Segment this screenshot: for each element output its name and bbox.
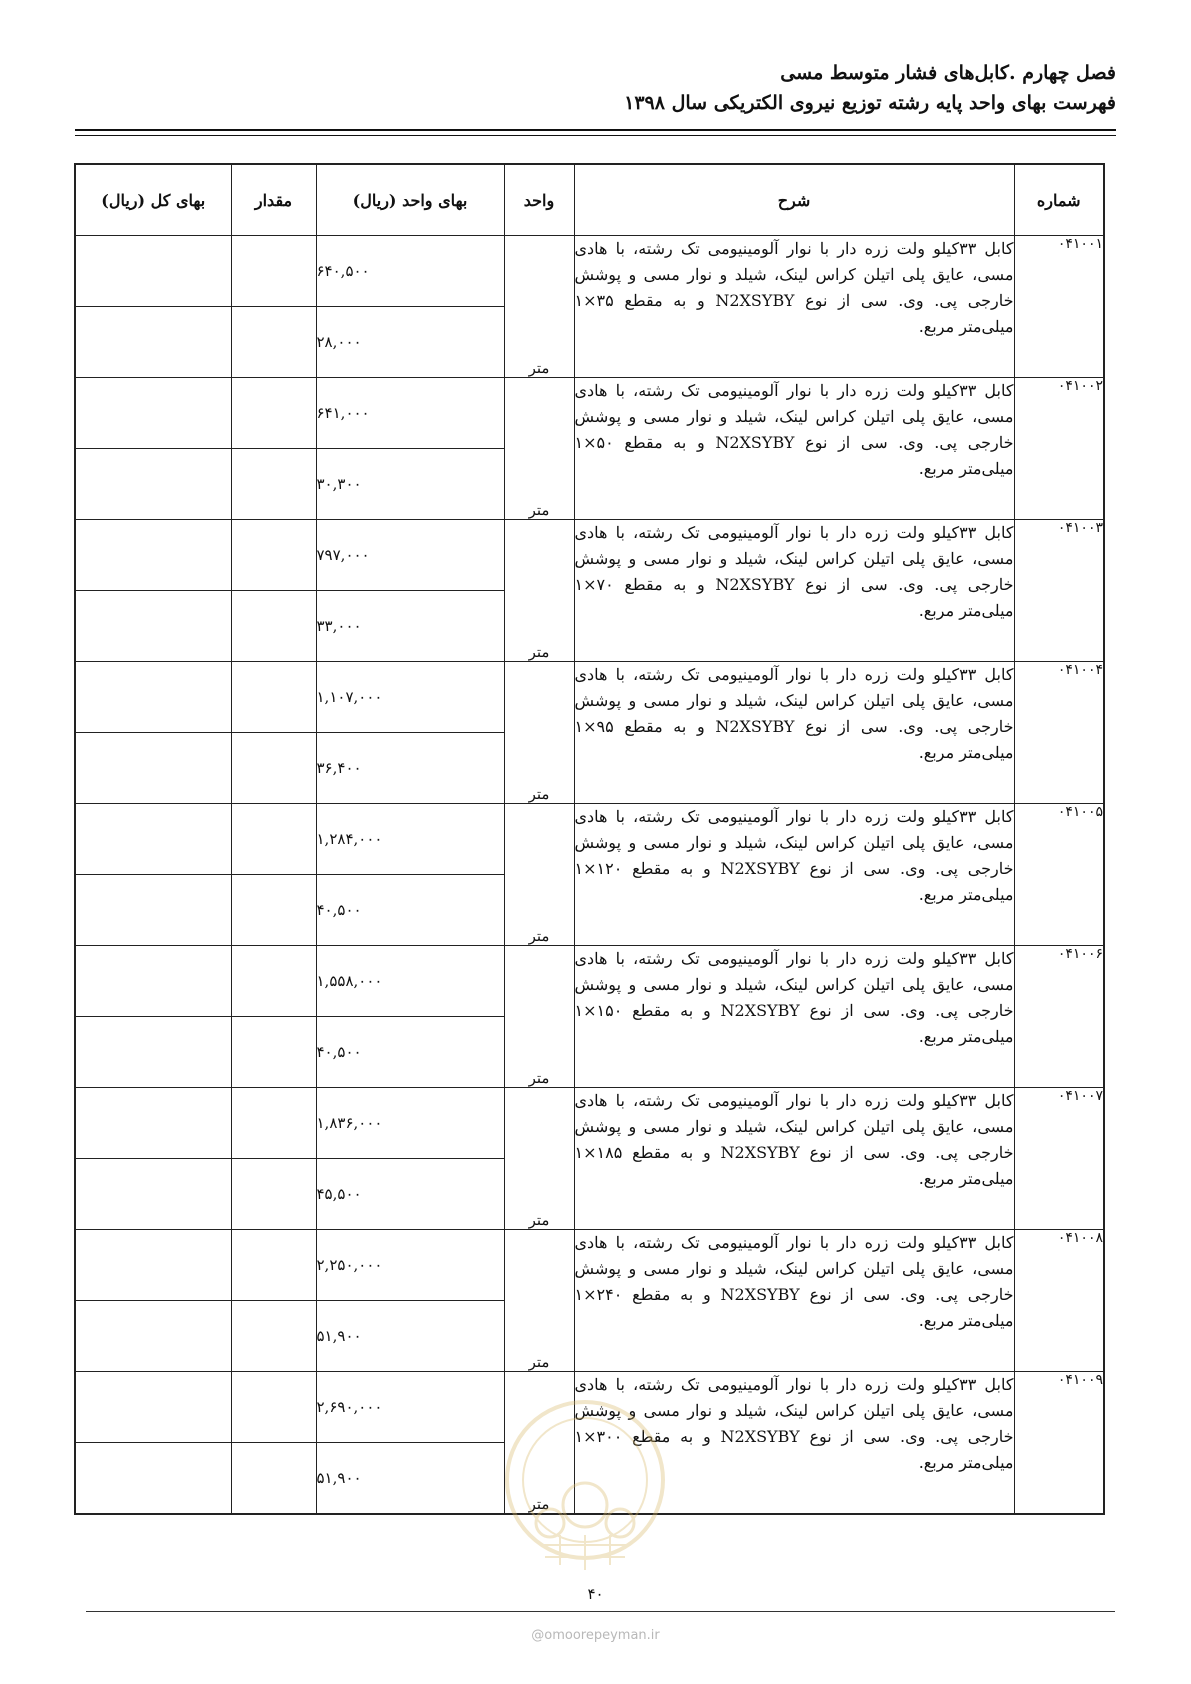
item-description: کابل ۳۳کیلو ولت زره دار با نوار آلومینیومی تک رشته، با هادی مسی، عایق پلی اتیلن کراس لینک، شیلد و نوار مسی و پوشش خارجی پی. وی. سی از نوع N2XSYBY و به مقطع ۷۰×۱ میلی‌متر مربع.	[574, 520, 1014, 662]
item-description: کابل ۳۳کیلو ولت زره دار با نوار آلومینیومی تک رشته، با هادی مسی، عایق پلی اتیلن کراس لینک، شیلد و نوار مسی و پوشش خارجی پی. وی. سی از نوع N2XSYBY و به مقطع ۲۴۰×۱ میلی‌متر مربع.	[574, 1230, 1014, 1372]
table-row	[75, 1230, 1104, 1301]
column-header-number: شماره	[1014, 164, 1104, 236]
quantity-cell	[231, 1088, 316, 1159]
quantity-cell	[231, 378, 316, 449]
page-number: ۴۰	[587, 1585, 604, 1603]
total-price-cell	[75, 733, 231, 804]
column-header-total-price: بهای کل (ریال)	[75, 164, 231, 236]
website-watermark: @omoorepeyman.ir	[531, 1628, 660, 1643]
total-price-cell	[75, 1230, 231, 1301]
unit-price: ۵۱,۹۰۰	[316, 1301, 504, 1372]
quantity-cell	[231, 875, 316, 946]
quantity-cell	[231, 520, 316, 591]
unit-price: ۷۹۷,۰۰۰	[316, 520, 504, 591]
item-unit: متر	[504, 804, 574, 946]
item-number: ۰۴۱۰۰۲	[1014, 378, 1104, 520]
unit-price: ۴۵,۵۰۰	[316, 1159, 504, 1230]
table-row	[75, 946, 1104, 1017]
total-price-cell	[75, 1443, 231, 1515]
item-description: کابل ۳۳کیلو ولت زره دار با نوار آلومینیومی تک رشته، با هادی مسی، عایق پلی اتیلن کراس لینک، شیلد و نوار مسی و پوشش خارجی پی. وی. سی از نوع N2XSYBY و به مقطع ۱۸۵×۱ میلی‌متر مربع.	[574, 1088, 1014, 1230]
unit-price: ۳۳,۰۰۰	[316, 591, 504, 662]
unit-price: ۳۶,۴۰۰	[316, 733, 504, 804]
page-header	[75, 58, 1116, 118]
table-row	[75, 662, 1104, 733]
unit-price: ۶۴۱,۰۰۰	[316, 378, 504, 449]
item-unit: متر	[504, 520, 574, 662]
item-description: کابل ۳۳کیلو ولت زره دار با نوار آلومینیومی تک رشته، با هادی مسی، عایق پلی اتیلن کراس لینک، شیلد و نوار مسی و پوشش خارجی پی. وی. سی از نوع N2XSYBY و به مقطع ۱۵۰×۱ میلی‌متر مربع.	[574, 946, 1014, 1088]
quantity-cell	[231, 1301, 316, 1372]
quantity-cell	[231, 662, 316, 733]
item-description: کابل ۳۳کیلو ولت زره دار با نوار آلومینیومی تک رشته، با هادی مسی، عایق پلی اتیلن کراس لینک، شیلد و نوار مسی و پوشش خارجی پی. وی. سی از نوع N2XSYBY و به مقطع ۳۰۰×۱ میلی‌متر مربع.	[574, 1372, 1014, 1515]
watermark-seal-icon	[500, 1395, 670, 1585]
item-number: ۰۴۱۰۰۸	[1014, 1230, 1104, 1372]
total-price-cell	[75, 1372, 231, 1443]
quantity-cell	[231, 1230, 316, 1301]
unit-price: ۱,۵۵۸,۰۰۰	[316, 946, 504, 1017]
unit-price: ۲,۶۹۰,۰۰۰	[316, 1372, 504, 1443]
chapter-title: فصل چهارم .کابل‌های فشار متوسط مسی	[780, 62, 1116, 84]
item-unit: متر	[504, 1230, 574, 1372]
table-header-row	[75, 164, 1104, 236]
quantity-cell	[231, 1159, 316, 1230]
unit-price: ۱,۸۳۶,۰۰۰	[316, 1088, 504, 1159]
item-number: ۰۴۱۰۰۶	[1014, 946, 1104, 1088]
total-price-cell	[75, 591, 231, 662]
quantity-cell	[231, 449, 316, 520]
total-price-cell	[75, 449, 231, 520]
item-description: کابل ۳۳کیلو ولت زره دار با نوار آلومینیومی تک رشته، با هادی مسی، عایق پلی اتیلن کراس لینک، شیلد و نوار مسی و پوشش خارجی پی. وی. سی از نوع N2XSYBY و به مقطع ۳۵×۱ میلی‌متر مربع.	[574, 236, 1014, 378]
column-header-unit: واحد	[504, 164, 574, 236]
unit-price: ۲,۲۵۰,۰۰۰	[316, 1230, 504, 1301]
total-price-cell	[75, 307, 231, 378]
quantity-cell	[231, 1372, 316, 1443]
total-price-cell	[75, 875, 231, 946]
document-title: فهرست بهای واحد پایه رشته توزیع نیروی الکتریکی سال ۱۳۹۸	[624, 92, 1116, 114]
table-row	[75, 236, 1104, 307]
unit-price: ۳۰,۳۰۰	[316, 449, 504, 520]
item-unit: متر	[504, 236, 574, 378]
item-number: ۰۴۱۰۰۵	[1014, 804, 1104, 946]
total-price-cell	[75, 236, 231, 307]
table-row	[75, 1088, 1104, 1159]
total-price-cell	[75, 946, 231, 1017]
item-description: کابل ۳۳کیلو ولت زره دار با نوار آلومینیومی تک رشته، با هادی مسی، عایق پلی اتیلن کراس لینک، شیلد و نوار مسی و پوشش خارجی پی. وی. سی از نوع N2XSYBY و به مقطع ۵۰×۱ میلی‌متر مربع.	[574, 378, 1014, 520]
quantity-cell	[231, 733, 316, 804]
column-header-description: شرح	[574, 164, 1014, 236]
total-price-cell	[75, 1159, 231, 1230]
footer-divider	[86, 1611, 1115, 1612]
total-price-cell	[75, 1088, 231, 1159]
quantity-cell	[231, 1443, 316, 1515]
item-description: کابل ۳۳کیلو ولت زره دار با نوار آلومینیومی تک رشته، با هادی مسی، عایق پلی اتیلن کراس لینک، شیلد و نوار مسی و پوشش خارجی پی. وی. سی از نوع N2XSYBY و به مقطع ۱۲۰×۱ میلی‌متر مربع.	[574, 804, 1014, 946]
price-table	[74, 163, 1105, 1515]
item-unit: متر	[504, 378, 574, 520]
total-price-cell	[75, 804, 231, 875]
quantity-cell	[231, 1017, 316, 1088]
item-unit: متر	[504, 662, 574, 804]
table-row	[75, 804, 1104, 875]
total-price-cell	[75, 662, 231, 733]
item-unit: متر	[504, 1088, 574, 1230]
unit-price: ۶۴۰,۵۰۰	[316, 236, 504, 307]
item-number: ۰۴۱۰۰۱	[1014, 236, 1104, 378]
item-number: ۰۴۱۰۰۹	[1014, 1372, 1104, 1515]
item-number: ۰۴۱۰۰۴	[1014, 662, 1104, 804]
total-price-cell	[75, 378, 231, 449]
item-number: ۰۴۱۰۰۷	[1014, 1088, 1104, 1230]
quantity-cell	[231, 591, 316, 662]
quantity-cell	[231, 804, 316, 875]
total-price-cell	[75, 520, 231, 591]
item-number: ۰۴۱۰۰۳	[1014, 520, 1104, 662]
item-unit: متر	[504, 1372, 574, 1515]
total-price-cell	[75, 1017, 231, 1088]
table-row	[75, 520, 1104, 591]
item-description: کابل ۳۳کیلو ولت زره دار با نوار آلومینیومی تک رشته، با هادی مسی، عایق پلی اتیلن کراس لینک، شیلد و نوار مسی و پوشش خارجی پی. وی. سی از نوع N2XSYBY و به مقطع ۹۵×۱ میلی‌متر مربع.	[574, 662, 1014, 804]
total-price-cell	[75, 1301, 231, 1372]
quantity-cell	[231, 307, 316, 378]
item-unit: متر	[504, 946, 574, 1088]
header-divider	[75, 129, 1116, 136]
unit-price: ۱,۲۸۴,۰۰۰	[316, 804, 504, 875]
table-row	[75, 378, 1104, 449]
column-header-quantity: مقدار	[231, 164, 316, 236]
unit-price: ۴۰,۵۰۰	[316, 1017, 504, 1088]
unit-price: ۱,۱۰۷,۰۰۰	[316, 662, 504, 733]
column-header-unit-price: بهای واحد (ریال)	[316, 164, 504, 236]
unit-price: ۵۱,۹۰۰	[316, 1443, 504, 1515]
quantity-cell	[231, 236, 316, 307]
unit-price: ۴۰,۵۰۰	[316, 875, 504, 946]
quantity-cell	[231, 946, 316, 1017]
unit-price: ۲۸,۰۰۰	[316, 307, 504, 378]
